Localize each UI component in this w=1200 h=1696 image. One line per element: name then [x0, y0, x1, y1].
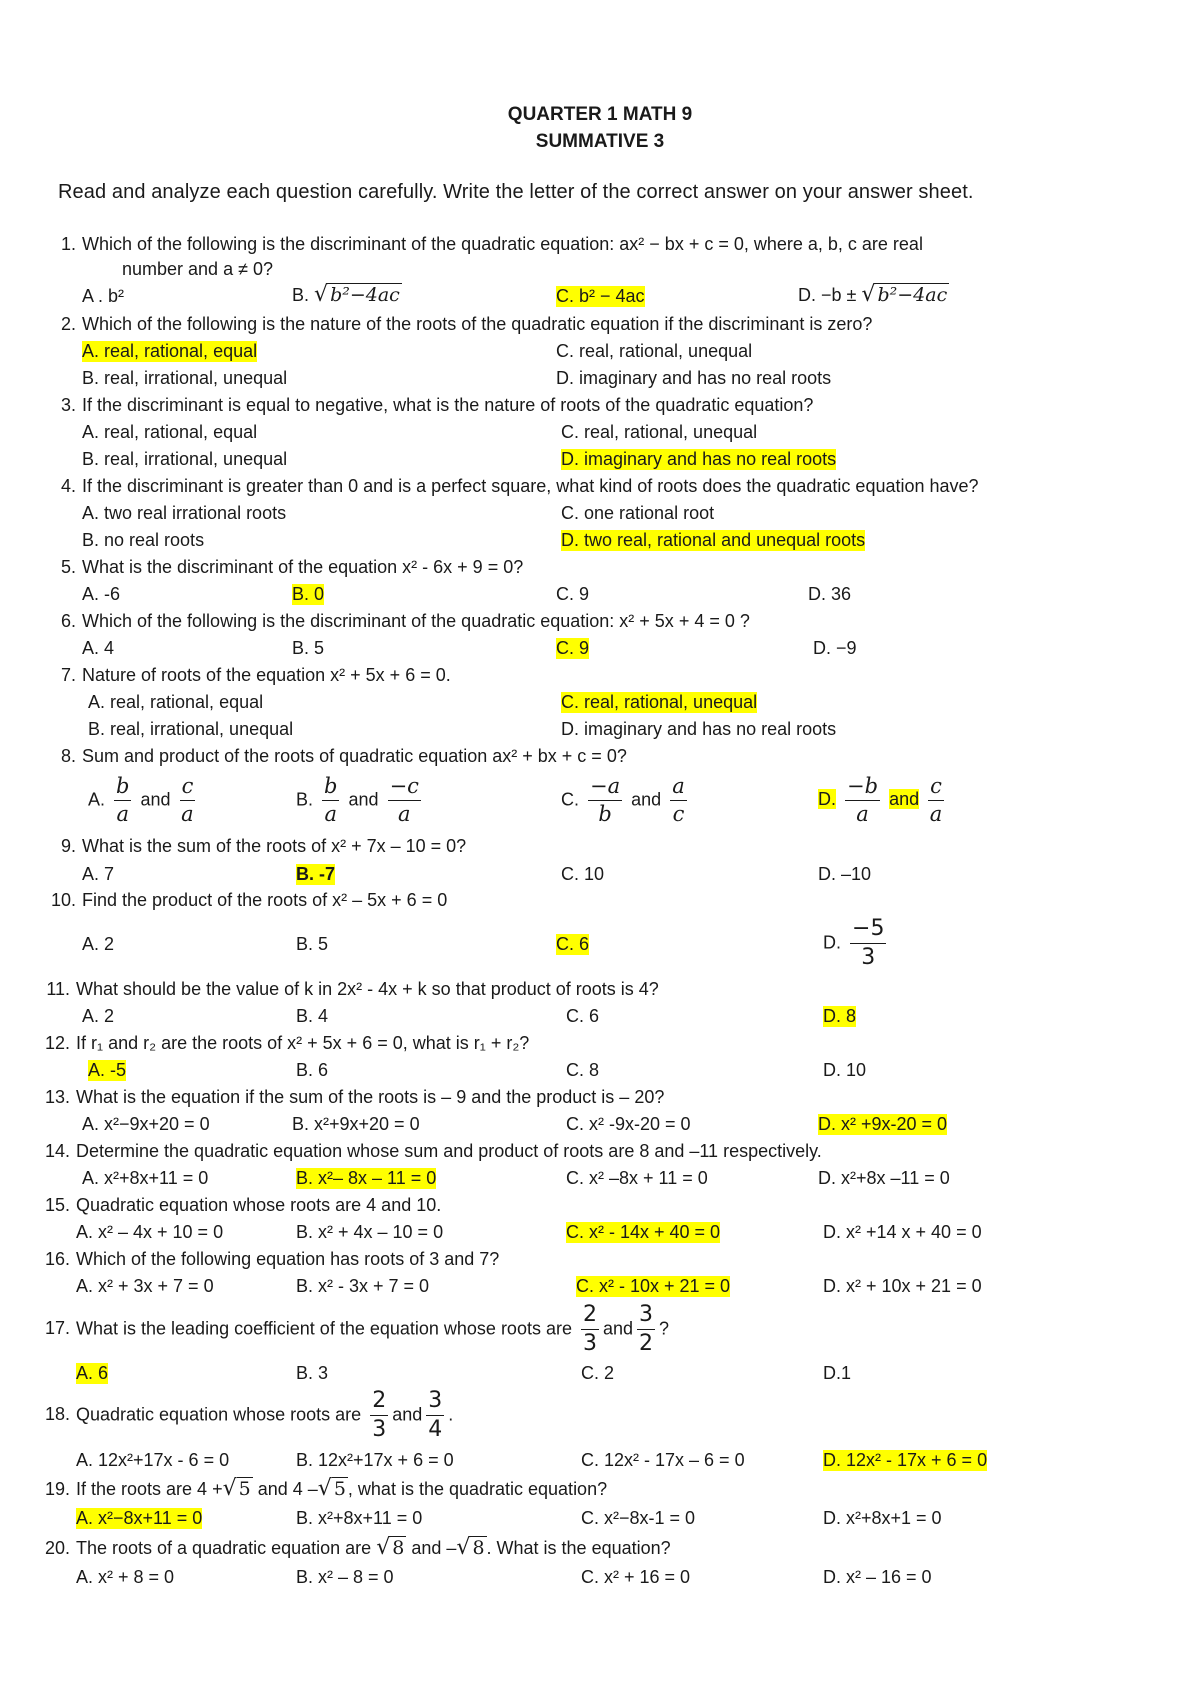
q14-option-c: C. x² –8x + 11 = 0	[566, 1168, 708, 1188]
q15-option-b: B. x² + 4x – 10 = 0	[296, 1222, 444, 1242]
q9-option-a: A. 7	[82, 864, 115, 884]
q13-option-a: A. x²−9x+20 = 0	[82, 1114, 210, 1134]
q1-option-b: B. √ b²−4ac	[292, 282, 400, 307]
q20-option-d: D. x² – 16 = 0	[823, 1567, 932, 1587]
q13-option-c: C. x² -9x-20 = 0	[566, 1114, 691, 1134]
q7-option-c-answer: C. real, rational, unequal	[561, 692, 758, 712]
question-20: 20. The roots of a quadratic equation are √ 8 and –√ 8 . What is the equation?	[44, 1535, 671, 1560]
question-13: 13. What is the equation if the sum of the roots is – 9 and the product is – 20?	[44, 1087, 665, 1107]
question-5: 5. What is the discriminant of the equation x² - 6x + 9 = 0?	[60, 557, 524, 577]
question-1-cont: number and a ≠ 0?	[122, 259, 273, 279]
q19-option-c: C. x²−8x-1 = 0	[581, 1508, 696, 1528]
question-18: 18. Quadratic equation whose roots are $\frac{2}{3}$ and $\frac{3}{4}$ .	[44, 1388, 454, 1442]
q7-option-b: B. real, irrational, unequal	[88, 719, 294, 739]
question-10: 10. Find the product of the roots of x² – 5x + 6 = 0	[50, 890, 448, 910]
q4-option-d-answer: D. two real, rational and unequal roots	[561, 530, 866, 550]
q2-option-d: D. imaginary and has no real roots	[556, 368, 832, 388]
q15-option-a: A. x² – 4x + 10 = 0	[76, 1222, 224, 1242]
q20-option-a: A. x² + 8 = 0	[76, 1567, 175, 1587]
question-12: 12. If r₁ and r₂ are the roots of x² + 5x + 6 = 0, what is r₁ + r₂?	[44, 1033, 530, 1053]
q4-option-b: B. no real roots	[82, 530, 205, 550]
q19-option-d: D. x²+8x+1 = 0	[823, 1508, 942, 1528]
q19-option-b: B. x²+8x+11 = 0	[296, 1508, 423, 1528]
q10-option-a: A. 2	[82, 934, 115, 954]
q3-option-b: B. real, irrational, unequal	[82, 449, 288, 469]
q2-option-a-answer: A. real, rational, equal	[82, 341, 258, 361]
q9-option-b-answer: B. -7	[296, 864, 336, 884]
q6-option-a: A. 4	[82, 638, 115, 658]
question-15: 15. Quadratic equation whose roots are 4 and 10.	[44, 1195, 442, 1215]
q1-option-a: A . b²	[82, 286, 125, 306]
q5-option-d: D. 36	[808, 584, 852, 604]
q1-option-d: D. −b ± √ b²−4ac	[798, 282, 948, 307]
q10-option-b: B. 5	[296, 934, 329, 954]
q12-option-c: C. 8	[566, 1060, 600, 1080]
q13-option-b: B. x²+9x+20 = 0	[292, 1114, 420, 1134]
question-16: 16. Which of the following equation has roots of 3 and 7?	[44, 1249, 500, 1269]
q11-option-c: C. 6	[566, 1006, 600, 1026]
q9-option-d: D. –10	[818, 864, 872, 884]
q17-option-c: C. 2	[581, 1363, 615, 1383]
q5-option-a: A. -6	[82, 584, 121, 604]
q1-option-c-answer: C. b² − 4ac	[556, 286, 645, 306]
q18-option-a: A. 12x²+17x - 6 = 0	[76, 1450, 230, 1470]
q2-option-b: B. real, irrational, unequal	[82, 368, 288, 388]
question-1: 1. Which of the following is the discriminant of the quadratic equation: ax² − bx + c = 0, where a, b, c are real	[60, 234, 923, 254]
q3-option-a: A. real, rational, equal	[82, 422, 258, 442]
q8-option-c: C. $\frac{-a}{b}$ and $\frac{a}{c}$	[561, 774, 685, 826]
question-9: 9. What is the sum of the roots of x² + 7x – 10 = 0?	[60, 836, 467, 856]
q6-option-c-answer: C. 9	[556, 638, 590, 658]
q2-option-c: C. real, rational, unequal	[556, 341, 753, 361]
q10-option-d: D. $\frac{-5}{3}$	[823, 916, 885, 970]
q7-option-d: D. imaginary and has no real roots	[561, 719, 837, 739]
q5-option-b-answer: B. 0	[292, 584, 325, 604]
q6-option-b: B. 5	[292, 638, 325, 658]
q16-option-c-answer: C. x² - 10x + 21 = 0	[576, 1276, 731, 1296]
question-19: 19. If the roots are 4 +√ 5 and 4 –√ 5 , what is the quadratic equation?	[44, 1476, 608, 1501]
page-title: QUARTER 1 MATH 9	[507, 104, 693, 125]
question-2: 2. Which of the following is the nature of the roots of the quadratic equation if the discriminant is zero?	[60, 314, 873, 334]
q20-option-b: B. x² – 8 = 0	[296, 1567, 394, 1587]
q8-option-b: B. $\frac{b}{a}$ and $\frac{-c}{a}$	[296, 774, 419, 826]
q8-option-d-answer: D. $\frac{-b}{a}$ and $\frac{c}{a}$	[818, 774, 943, 826]
q18-option-c: C. 12x² - 17x – 6 = 0	[581, 1450, 745, 1470]
q10-option-c-answer: C. 6	[556, 934, 590, 954]
q13-option-d-answer: D. x² +9x-20 = 0	[818, 1114, 948, 1134]
q9-option-c: C. 10	[561, 864, 605, 884]
question-11: 11. What should be the value of k in 2x² - 4x + k so that product of roots is 4?	[46, 979, 659, 999]
page-subtitle: SUMMATIVE 3	[535, 131, 665, 152]
q16-option-d: D. x² + 10x + 21 = 0	[823, 1276, 982, 1296]
question-14: 14. Determine the quadratic equation whose sum and product of roots are 8 and –11 respectively.	[44, 1141, 822, 1161]
q19-option-a-answer: A. x²−8x+11 = 0	[76, 1508, 203, 1528]
q11-option-d-answer: D. 8	[823, 1006, 857, 1026]
question-6: 6. Which of the following is the discriminant of the quadratic equation: x² + 5x + 4 = 0 ?	[60, 611, 750, 631]
question-17: 17. What is the leading coefficient of the equation whose roots are $\frac{2}{3}$ and $\frac{3}{2}$ ?	[44, 1302, 670, 1356]
q15-option-c-answer: C. x² - 14x + 40 = 0	[566, 1222, 721, 1242]
q14-option-a: A. x²+8x+11 = 0	[82, 1168, 209, 1188]
q4-option-a: A. two real irrational roots	[82, 503, 287, 523]
q16-option-b: B. x² - 3x + 7 = 0	[296, 1276, 430, 1296]
q17-option-d: D.1	[823, 1363, 852, 1383]
q7-option-a: A. real, rational, equal	[88, 692, 264, 712]
question-4: 4. If the discriminant is greater than 0 and is a perfect square, what kind of roots does the quadratic equation have?	[60, 476, 979, 496]
q12-option-d: D. 10	[823, 1060, 867, 1080]
q15-option-d: D. x² +14 x + 40 = 0	[823, 1222, 982, 1242]
q20-option-c: C. x² + 16 = 0	[581, 1567, 691, 1587]
q11-option-a: A. 2	[82, 1006, 115, 1026]
q5-option-c: C. 9	[556, 584, 590, 604]
q11-option-b: B. 4	[296, 1006, 329, 1026]
q17-option-b: B. 3	[296, 1363, 329, 1383]
q14-option-b-answer: B. x²– 8x – 11 = 0	[296, 1168, 437, 1188]
q12-option-b: B. 6	[296, 1060, 329, 1080]
question-3: 3. If the discriminant is equal to negative, what is the nature of roots of the quadratic equation?	[60, 395, 814, 415]
q18-option-d-answer: D. 12x² - 17x + 6 = 0	[823, 1450, 988, 1470]
q4-option-c: C. one rational root	[561, 503, 715, 523]
q18-option-b: B. 12x²+17x + 6 = 0	[296, 1450, 454, 1470]
instructions: Read and analyze each question carefully. Write the letter of the correct answer on your answer sheet.	[58, 181, 974, 203]
q3-option-c: C. real, rational, unequal	[561, 422, 758, 442]
q12-option-a-answer: A. -5	[88, 1060, 127, 1080]
q3-option-d-answer: D. imaginary and has no real roots	[561, 449, 837, 469]
q16-option-a: A. x² + 3x + 7 = 0	[76, 1276, 214, 1296]
question-8: 8. Sum and product of the roots of quadratic equation ax² + bx + c = 0?	[60, 746, 627, 766]
q14-option-d: D. x²+8x –11 = 0	[818, 1168, 950, 1188]
q8-option-a: A. $\frac{b}{a}$ and $\frac{c}{a}$	[88, 774, 194, 826]
q6-option-d: D. −9	[813, 638, 857, 658]
q17-option-a-answer: A. 6	[76, 1363, 109, 1383]
question-7: 7. Nature of roots of the equation x² + 5x + 6 = 0.	[60, 665, 451, 685]
